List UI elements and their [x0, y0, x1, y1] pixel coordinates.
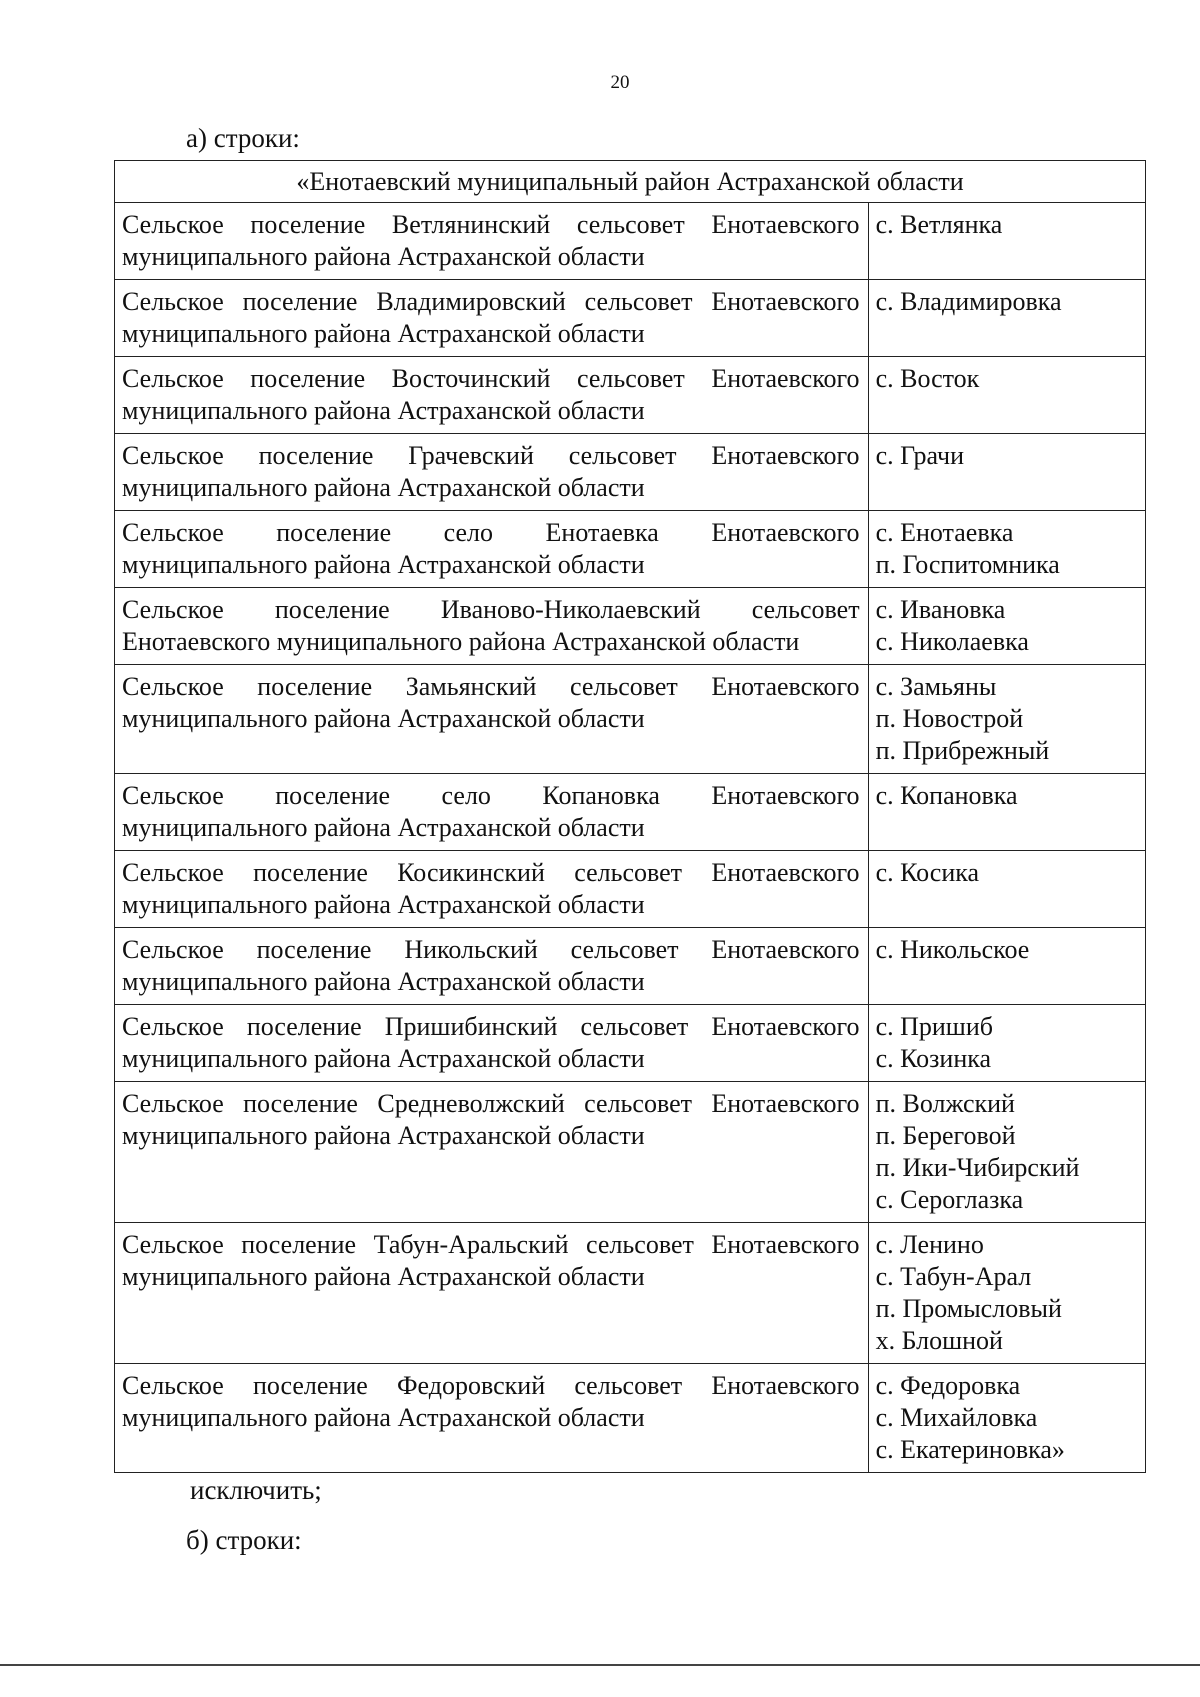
village-name: с. Замьяны [875, 672, 997, 701]
settlement-name-cell: Сельское поселение Ветлянинский сельсовет Енотаевского муниципального района Астраханской области [115, 203, 869, 280]
table-row [115, 665, 1146, 774]
settlements-table-body [115, 161, 1146, 1473]
settlement-name-cell: Сельское поселение Федоровский сельсовет Енотаевского муниципального района Астраханской области [115, 1364, 869, 1473]
settlement-name-cell: Сельское поселение Иваново-Николаевский сельсовет Енотаевского муниципального района Астраханской области [115, 588, 869, 665]
village-name: с. Никольское [875, 935, 1030, 964]
village-name: с. Грачи [875, 441, 964, 470]
table-row [115, 203, 1146, 280]
settlement-name-cell: Сельское поселение Средневолжский сельсовет Енотаевского муниципального района Астраханской области [115, 1082, 869, 1223]
settlement-villages-cell [868, 203, 1145, 280]
table-row [115, 357, 1146, 434]
village-name: с. Михайловка [875, 1403, 1038, 1432]
settlement-villages-cell [868, 280, 1145, 357]
village-name: п. Госпитомника [875, 550, 1060, 579]
table-header-row [115, 161, 1146, 203]
village-name: п. Промысловый [875, 1294, 1062, 1323]
settlement-name-cell: Сельское поселение Замьянский сельсовет Енотаевского муниципального района Астраханской области [115, 665, 869, 774]
table-row [115, 1223, 1146, 1364]
intro-label: а) строки: [186, 123, 300, 153]
village-name: с. Ветлянка [875, 210, 1003, 239]
village-name: п. Прибрежный [875, 736, 1050, 765]
table-row [115, 280, 1146, 357]
village-name: п. Ики-Чибирский [875, 1153, 1080, 1182]
settlement-name-cell: Сельское поселение Табун-Аральский сельсовет Енотаевского муниципального района Астраханской области [115, 1223, 869, 1364]
village-name: с. Федоровка [875, 1371, 1021, 1400]
table-row [115, 1005, 1146, 1082]
page-number: 20 [610, 72, 630, 93]
village-name: п. Новострой [875, 704, 1024, 733]
village-name: с. Енотаевка [875, 518, 1014, 547]
village-name: с. Козинка [875, 1044, 992, 1073]
settlement-villages-cell [868, 1005, 1145, 1082]
settlement-villages-cell [868, 665, 1145, 774]
settlement-name-cell: Сельское поселение село Копановка Енотаевского муниципального района Астраханской области [115, 774, 869, 851]
table-header-cell: «Енотаевский муниципальный район Астраханской области [115, 161, 1146, 203]
settlement-villages-cell [868, 1223, 1145, 1364]
settlement-villages-cell [868, 774, 1145, 851]
settlement-name-cell: Сельское поселение Владимировский сельсовет Енотаевского муниципального района Астраханской области [115, 280, 869, 357]
village-name: с. Копановка [875, 781, 1018, 810]
table-row [115, 928, 1146, 1005]
village-name: с. Восток [875, 364, 980, 393]
settlement-villages-cell [868, 434, 1145, 511]
village-name: с. Владимировка [875, 287, 1062, 316]
village-name: с. Косика [875, 858, 980, 887]
village-name: п. Волжский [875, 1089, 1015, 1118]
table-row [115, 434, 1146, 511]
village-name: п. Береговой [875, 1121, 1016, 1150]
settlement-name-cell: Сельское поселение Пришибинский сельсовет Енотаевского муниципального района Астраханской области [115, 1005, 869, 1082]
settlement-name-cell: Сельское поселение Грачевский сельсовет Енотаевского муниципального района Астраханской области [115, 434, 869, 511]
settlement-name-cell: Сельское поселение Никольский сельсовет Енотаевского муниципального района Астраханской области [115, 928, 869, 1005]
settlement-villages-cell [868, 588, 1145, 665]
village-name: с. Табун-Арал [875, 1262, 1032, 1291]
village-name: х. Блошной [875, 1326, 1003, 1355]
settlement-villages-cell [868, 357, 1145, 434]
village-name: с. Николаевка [875, 627, 1029, 656]
table-row [115, 511, 1146, 588]
settlement-name-cell: Сельское поселение село Енотаевка Енотаевского муниципального района Астраханской области [115, 511, 869, 588]
table-row [115, 1082, 1146, 1223]
settlement-villages-cell [868, 1082, 1145, 1223]
table-row [115, 774, 1146, 851]
village-name: с. Сероглазка [875, 1185, 1024, 1214]
settlement-villages-cell [868, 928, 1145, 1005]
settlement-name-cell: Сельское поселение Восточинский сельсовет Енотаевского муниципального района Астраханской области [115, 357, 869, 434]
table-row [115, 851, 1146, 928]
exclude-label: исключить; [190, 1475, 322, 1505]
settlements-table [114, 160, 1146, 1473]
settlement-villages-cell [868, 851, 1145, 928]
table-row [115, 1364, 1146, 1473]
settlement-villages-cell [868, 511, 1145, 588]
table-row [115, 588, 1146, 665]
village-name: с. Екатериновка» [875, 1435, 1065, 1464]
village-name: с. Ивановка [875, 595, 1006, 624]
village-name: с. Ленино [875, 1230, 984, 1259]
settlement-name-cell: Сельское поселение Косикинский сельсовет Енотаевского муниципального района Астраханской области [115, 851, 869, 928]
village-name: с. Пришиб [875, 1012, 993, 1041]
bottom-divider [0, 1664, 1200, 1666]
next-section-label: б) строки: [186, 1525, 302, 1555]
settlement-villages-cell [868, 1364, 1145, 1473]
